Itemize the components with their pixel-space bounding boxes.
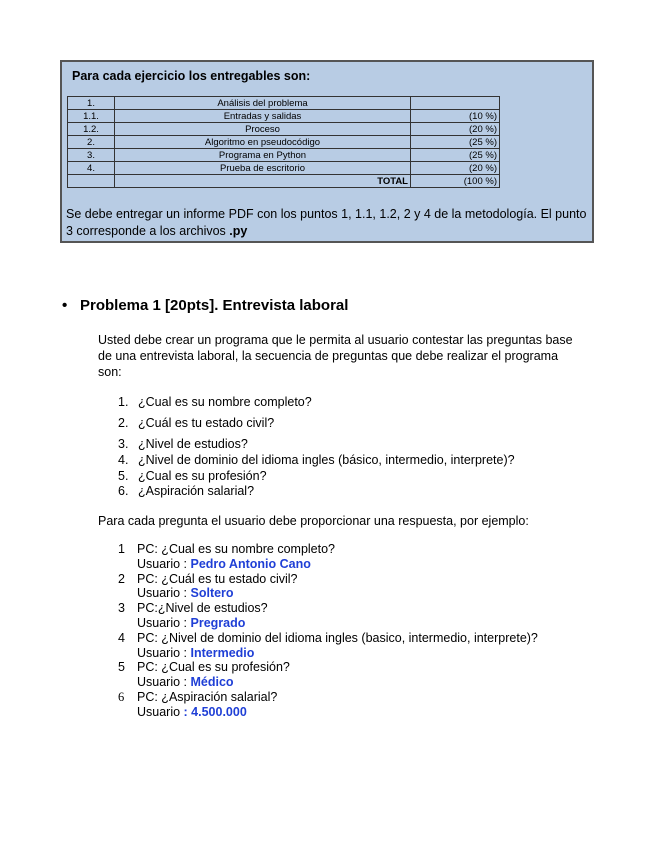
example-intro: Para cada pregunta el usuario debe proporcionar una respuesta, por ejemplo: — [98, 514, 529, 528]
deliverables-table — [67, 96, 500, 188]
list-item: 4. ¿Nivel de dominio del idioma ingles (básico, intermedio, interprete)? — [118, 453, 515, 467]
example-answer: Usuario : Soltero — [137, 586, 234, 600]
deliverables-note: Se debe entregar un informe PDF con los puntos 1, 1.1, 1.2, 2 y 4 de la metodología. El punto 3 corresponde a los archivos .py — [66, 207, 587, 238]
deliverables-title: Para cada ejercicio los entregables son: — [72, 69, 311, 83]
list-item: 3. ¿Nivel de estudios? — [118, 437, 248, 451]
table-row: 1.1. Entradas y salidas (10 %) — [68, 110, 500, 123]
table-row: 2. Algoritmo en pseudocódigo (25 %) — [68, 136, 500, 149]
table-total-row: TOTAL (100 %) — [68, 175, 500, 188]
table-row: 3. Programa en Python (25 %) — [68, 149, 500, 162]
example-answer: Usuario : Médico — [137, 675, 234, 689]
problem-intro: Usted debe crear un programa que le permita al usuario contestar las preguntas base de una entrevista laboral, la secuencia de preguntas que debe realizar el programa son: — [98, 333, 573, 379]
example-question: 4 PC: ¿Nivel de dominio del idioma ingles (basico, intermedio, interprete)? — [118, 631, 538, 645]
list-item: 5. ¿Cual es su profesión? — [118, 469, 267, 483]
example-question: 5 PC: ¿Cual es su profesión? — [118, 660, 290, 674]
example-answer: Usuario : 4.500.000 — [137, 705, 247, 719]
list-item: 6. ¿Aspiración salarial? — [118, 484, 255, 498]
example-answer: Usuario : Pedro Antonio Cano — [137, 557, 311, 571]
example-question: 2 PC: ¿Cuál es tu estado civil? — [118, 572, 298, 586]
example-question: 6 PC: ¿Aspiración salarial? — [118, 690, 278, 704]
example-answer: Usuario : Pregrado — [137, 616, 246, 630]
deliverables-box — [60, 60, 594, 243]
example-question: 3 PC:¿Nivel de estudios? — [118, 601, 268, 615]
table-row: 1.2. Proceso (20 %) — [68, 123, 500, 136]
example-question: 1 PC: ¿Cual es su nombre completo? — [118, 542, 336, 556]
list-item: 1. ¿Cual es su nombre completo? — [118, 395, 312, 409]
table-row: 1. Análisis del problema — [68, 97, 500, 110]
table-row: 4. Prueba de escritorio (20 %) — [68, 162, 500, 175]
bullet: • — [62, 297, 68, 314]
problem-title: Problema 1 [20pts]. Entrevista laboral — [80, 297, 349, 314]
problem-heading — [62, 297, 348, 314]
list-item: 2. ¿Cuál es tu estado civil? — [118, 416, 275, 430]
example-answer: Usuario : Intermedio — [137, 646, 255, 660]
